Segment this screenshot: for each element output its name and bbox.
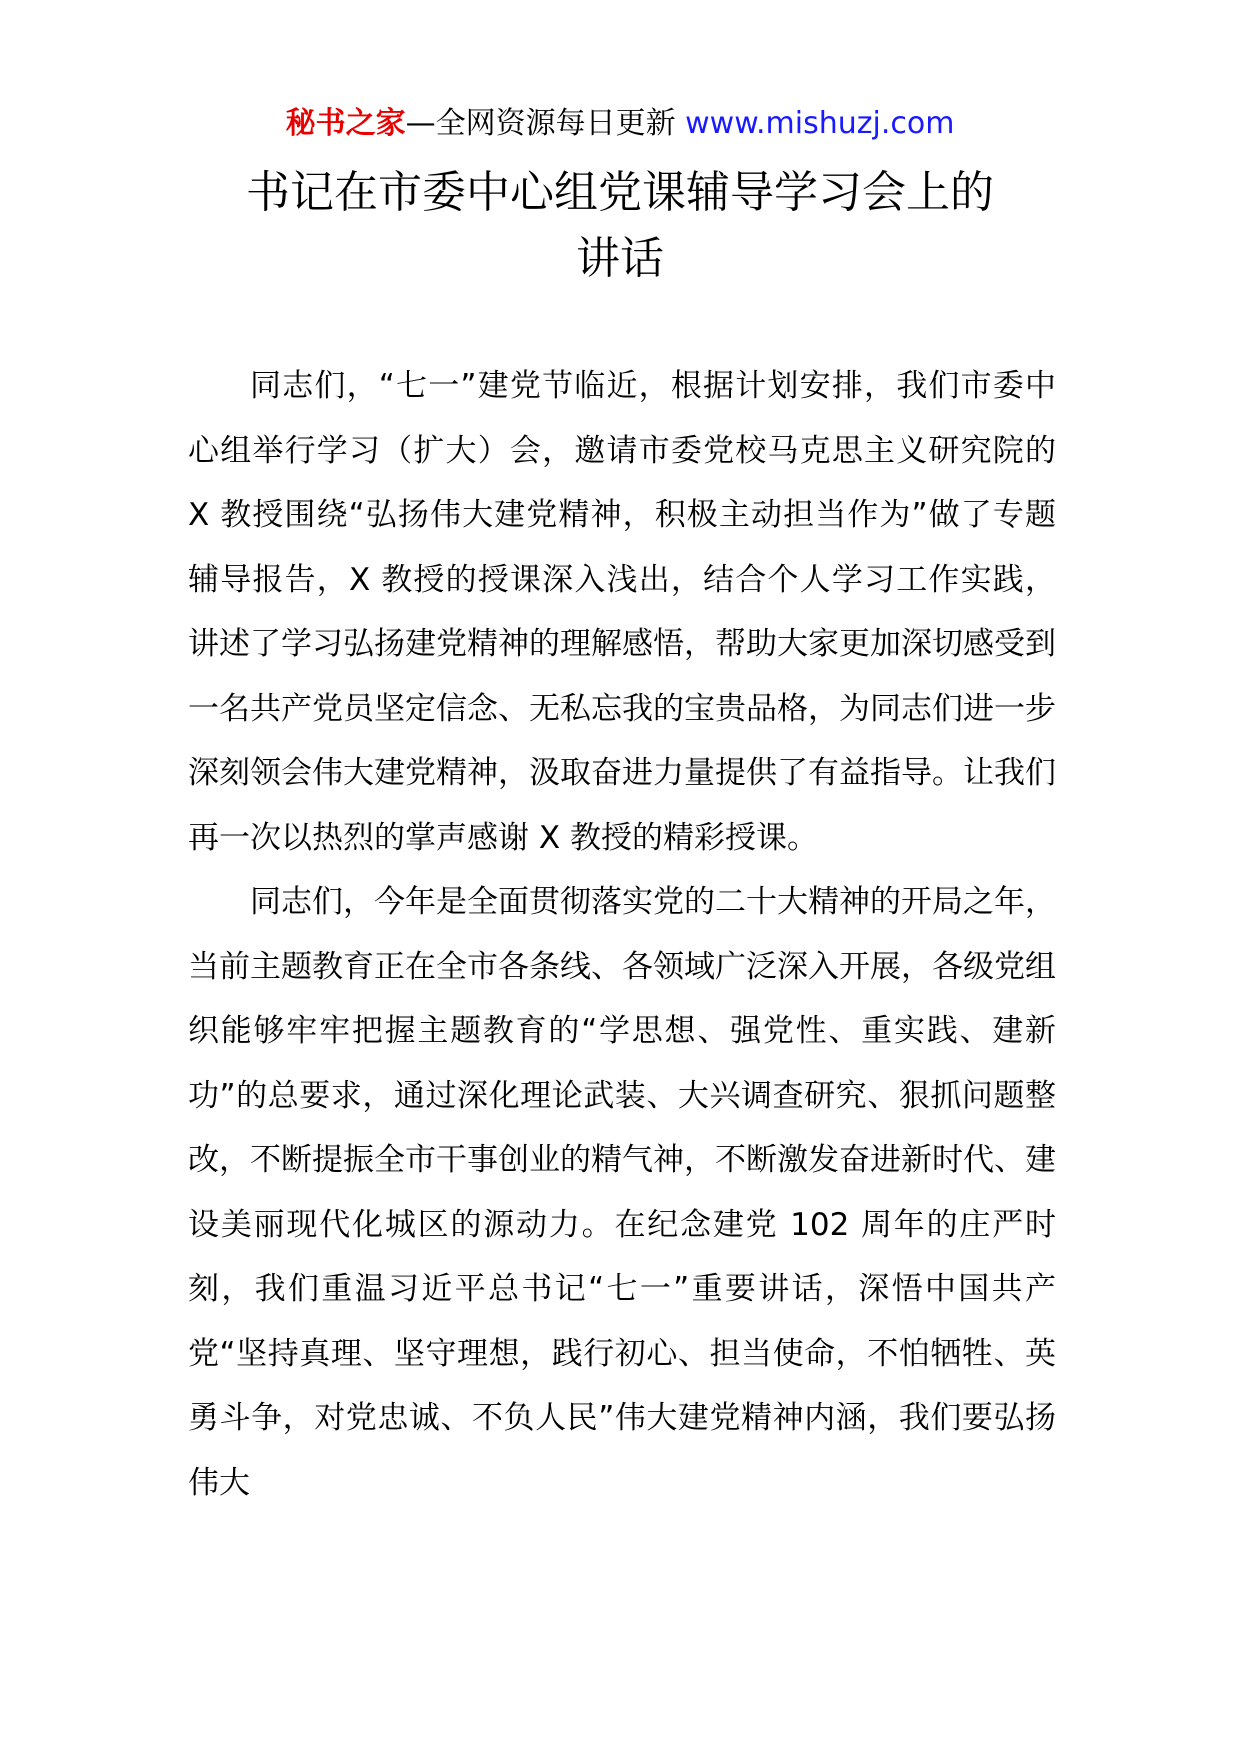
document-title: [190, 160, 1050, 292]
document-title-line-1: 书记在市委中心组党课辅导学习会上的: [246, 167, 994, 218]
site-url-link[interactable]: www.mishuzj.com: [685, 106, 955, 141]
paragraph-1: 同志们，“七一”建党节临近，根据计划安排，我们市委中心组举行学习（扩大）会，邀请市委党校马克思主义研究院的 X 教授围绕“弘扬伟大建党精神，积极主动担当作为”做了专题辅导报告，X 教授的授课深入浅出，结合个人学习工作实践，讲述了学习弘扬建党精神的理解感悟，帮助大家更加深切感受到一名共产党员坚定信念、无私忘我的宝贵品格，为同志们进一步深刻领会伟大建党精神，汲取奋进力量提供了有益指导。让我们再一次以热烈的掌声感谢 X 教授的精彩授课。: [188, 368, 1056, 856]
site-tagline: —全网资源每日更新: [405, 106, 686, 141]
document-body: [188, 354, 1056, 1515]
paragraph-2: 同志们，今年是全面贯彻落实党的二十大精神的开局之年，当前主题教育正在全市各条线、各领域广泛深入开展，各级党组织能够牢牢把握主题教育的“学思想、强党性、重实践、建新功”的总要求，通过深化理论武装、大兴调查研究、狠抓问题整改，不断提振全市干事创业的精气神，不断激发奋进新时代、建设美丽现代化城区的源动力。在纪念建党 102 周年的庄严时刻，我们重温习近平总书记“七一”重要讲话，深悟中国共产党“坚持真理、坚守理想，践行初心、担当使命，不怕牺牲、英勇斗争，对党忠诚、不负人民”伟大建党精神内涵，我们要弘扬伟大: [188, 884, 1056, 1501]
site-header: [0, 100, 1240, 148]
document-title-line-2: 讲话: [576, 233, 664, 284]
site-brand: 秘书之家: [285, 106, 406, 141]
